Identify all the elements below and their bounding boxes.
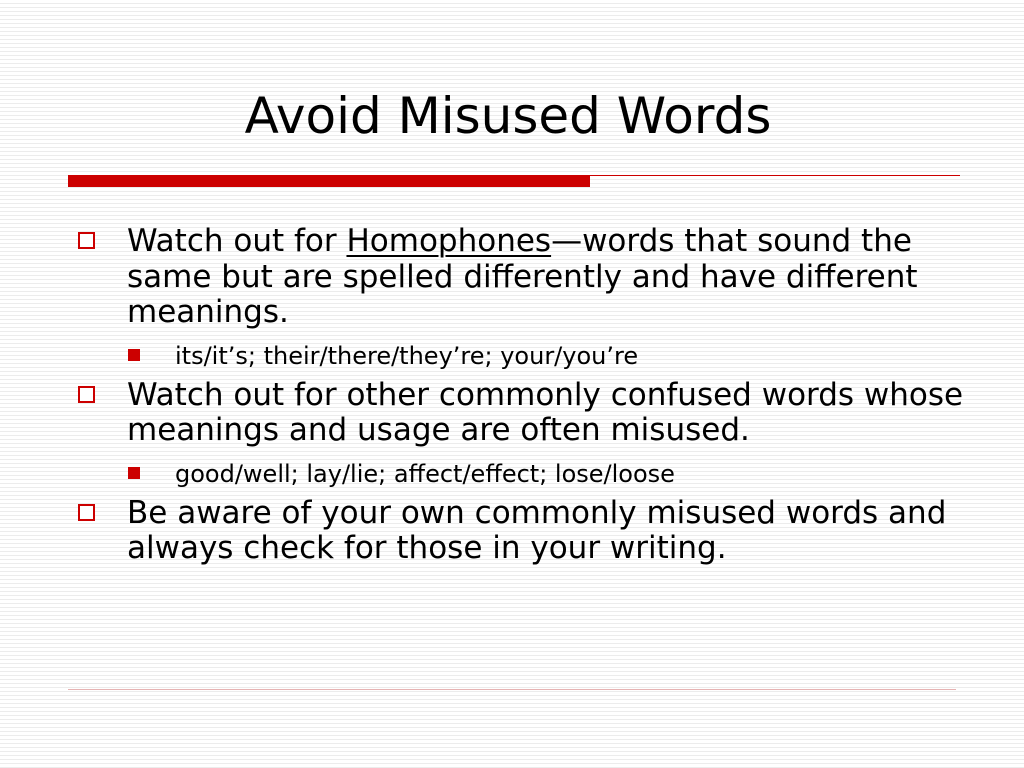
title-underline-thick (68, 175, 590, 187)
bullet-item-own-words (76, 496, 976, 567)
sub-bullet-text: good/well; lay/lie; affect/effect; lose/loose (175, 459, 675, 488)
bullet-item-confused-words (76, 378, 976, 489)
bullet-text-lead: Watch out for (127, 223, 347, 259)
sub-bullet-item (127, 341, 976, 371)
sub-bullet-text: its/it’s; their/there/they’re; your/you’re (175, 341, 639, 370)
bullet-text: Be aware of your own commonly misused words and always check for those in your writing. (127, 494, 947, 566)
sub-bullet-item (127, 459, 976, 489)
bullet-text (127, 223, 918, 330)
sub-bullet-list (127, 459, 976, 489)
hollow-square-bullet-icon (78, 386, 95, 403)
sub-bullet-list (127, 341, 976, 371)
hollow-square-bullet-icon (78, 232, 95, 249)
hollow-square-bullet-icon (78, 504, 95, 521)
bullet-text-rest: —words that sound the same but are spelled differently and have different meanings. (127, 223, 918, 330)
bullet-text: Watch out for other commonly confused words whose meanings and usage are often misused. (127, 376, 964, 448)
homophones-term: Homophones (346, 223, 552, 259)
slide-title: Avoid Misused Words (244, 87, 772, 145)
bullet-list (76, 224, 976, 571)
footer-divider (68, 689, 956, 690)
title-underline-thin (590, 175, 960, 176)
filled-square-bullet-icon (128, 349, 140, 361)
bullet-item-homophones (76, 224, 976, 371)
filled-square-bullet-icon (128, 467, 140, 479)
